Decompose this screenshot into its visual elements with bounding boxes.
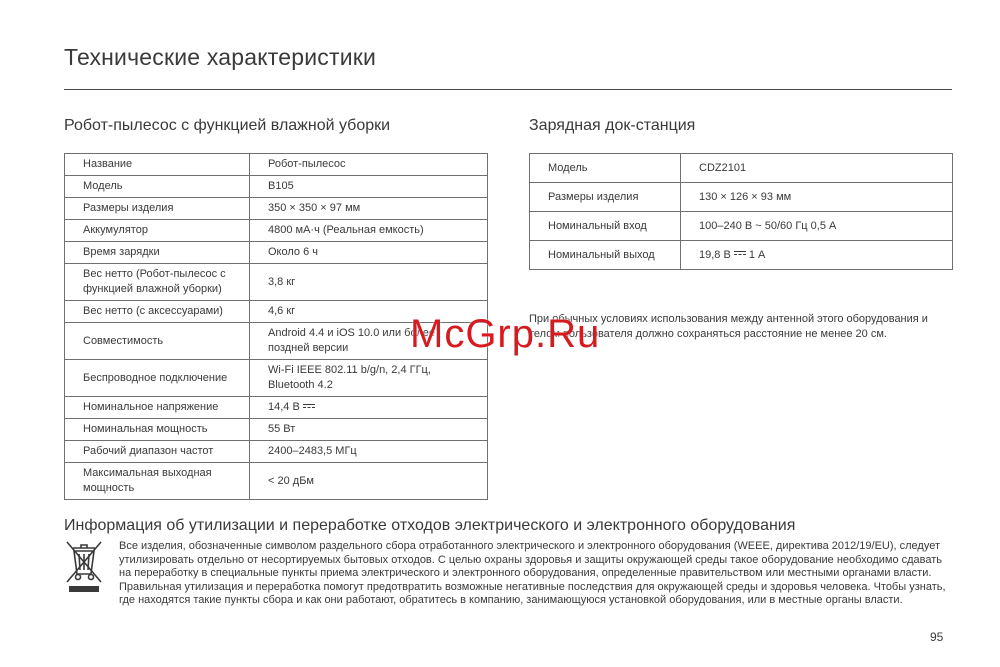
spec-label: Максимальная выходная мощность bbox=[65, 463, 250, 500]
table-row bbox=[530, 154, 953, 183]
table-row bbox=[65, 264, 488, 301]
spec-value-text: Робот-пылесос bbox=[268, 158, 346, 170]
title-divider bbox=[64, 89, 952, 90]
table-row bbox=[65, 441, 488, 463]
spec-value bbox=[681, 183, 953, 212]
spec-label: Номинальное напряжение bbox=[65, 397, 250, 419]
spec-value-text: Около 6 ч bbox=[268, 246, 318, 258]
spec-value bbox=[681, 154, 953, 183]
dc-current-symbol-icon bbox=[734, 251, 746, 256]
spec-value bbox=[681, 212, 953, 241]
dock-section-heading: Зарядная док-станция bbox=[529, 117, 696, 134]
spec-value bbox=[250, 264, 488, 301]
spec-value bbox=[250, 242, 488, 264]
spec-label: Номинальный выход bbox=[530, 241, 681, 270]
spec-label: Модель bbox=[530, 154, 681, 183]
spec-label: Аккумулятор bbox=[65, 220, 250, 242]
spec-value bbox=[250, 198, 488, 220]
table-row bbox=[65, 360, 488, 397]
spec-label: Рабочий диапазон частот bbox=[65, 441, 250, 463]
spec-value bbox=[250, 220, 488, 242]
antenna-distance-note: При обычных условиях использования между антенной этого оборудования и телом пользователя должно сохраняться расстояние не менее 20 см. bbox=[529, 313, 928, 340]
spec-value-text: 3,8 кг bbox=[268, 275, 296, 288]
spec-label: Номинальный вход bbox=[530, 212, 681, 241]
table-row bbox=[65, 198, 488, 220]
spec-value-text: 14,4 В bbox=[268, 401, 300, 413]
table-row bbox=[530, 212, 953, 241]
table-row bbox=[65, 463, 488, 500]
spec-value-text: B105 bbox=[268, 180, 294, 192]
spec-label: Размеры изделия bbox=[530, 183, 681, 212]
dc-current-symbol-icon bbox=[303, 404, 315, 409]
spec-value-suffix: 1 А bbox=[748, 248, 766, 261]
spec-label: Номинальная мощность bbox=[65, 419, 250, 441]
spec-value bbox=[250, 441, 488, 463]
spec-label: Время зарядки bbox=[65, 242, 250, 264]
spec-value-text: < 20 дБм bbox=[268, 474, 314, 487]
table-row bbox=[65, 154, 488, 176]
page-number: 95 bbox=[930, 630, 944, 644]
spec-value-text: Wi-Fi IEEE 802.11 b/g/n, 2,4 ГГц, Bluetooth 4.2 bbox=[268, 364, 431, 391]
spec-value-text: CDZ2101 bbox=[699, 161, 747, 174]
spec-value-text: 55 Вт bbox=[268, 423, 296, 435]
spec-value bbox=[250, 176, 488, 198]
table-row bbox=[530, 183, 953, 212]
robot-section-heading: Робот-пылесос с функцией влажной уборки bbox=[64, 117, 391, 134]
spec-value-text: 19,8 В bbox=[699, 248, 731, 261]
table-row bbox=[530, 241, 953, 270]
spec-label: Беспроводное подключение bbox=[65, 360, 250, 397]
table-row bbox=[65, 397, 488, 419]
spec-value-text: 350 × 350 × 97 мм bbox=[268, 202, 361, 214]
spec-label: Название bbox=[65, 154, 250, 176]
spec-value bbox=[250, 419, 488, 441]
spec-label: Совместимость bbox=[65, 323, 250, 360]
table-row bbox=[65, 176, 488, 198]
spec-value-text: 2400–2483,5 МГц bbox=[268, 445, 357, 457]
spec-label: Вес нетто (Робот-пылесос с функцией влажной уборки) bbox=[65, 264, 250, 301]
spec-value bbox=[250, 154, 488, 176]
spec-label: Вес нетто (с аксессуарами) bbox=[65, 301, 250, 323]
spec-value-text: 4800 мА·ч (Реальная емкость) bbox=[268, 224, 424, 236]
spec-value bbox=[250, 463, 488, 500]
table-row bbox=[65, 220, 488, 242]
dock-spec-table bbox=[529, 153, 953, 270]
spec-label: Размеры изделия bbox=[65, 198, 250, 220]
spec-value bbox=[250, 360, 488, 397]
table-row bbox=[65, 242, 488, 264]
spec-value-text: 130 × 126 × 93 мм bbox=[699, 190, 792, 203]
spec-value-text: 4,6 кг bbox=[268, 305, 296, 317]
spec-value bbox=[681, 241, 953, 270]
weee-disposal-text: Все изделия, обозначенные символом раздельного сбора отработанного электрического и электронного оборудования (WEEE, директива 2012/19/EU), следует утилизировать отдельно от несортируемых бытовых отходов. С целью охраны здоровья и защиты окружающей среды такое оборудование необходимо сдавать на переработку в специальные пункты приема электрического и электронного оборудования, определенные правительством или местными органами власти. Правильная утилизация и переработка помогут предотвратить возможные негативные последствия для окружающей среды и здоровья человека. Чтобы узнать, где находятся такие пункты сбора и как они работают, обратитесь в компанию, занимающуюся установкой оборудования, или в местные органы власти. bbox=[119, 540, 946, 606]
spec-value bbox=[250, 397, 488, 419]
spec-value-text: Android 4.4 и iOS 10.0 или более поздней версии bbox=[268, 327, 435, 354]
page-title: Технические характеристики bbox=[64, 44, 377, 70]
table-row bbox=[65, 419, 488, 441]
spec-label: Модель bbox=[65, 176, 250, 198]
watermark-logo: McGrp.Ru bbox=[410, 312, 601, 356]
crossed-out-wheelie-bin-icon bbox=[64, 538, 104, 594]
spec-value-text: 100–240 В ~ 50/60 Гц 0,5 А bbox=[699, 219, 837, 232]
weee-section-heading: Информация об утилизации и переработке отходов электрического и электронного оборудования bbox=[64, 517, 796, 534]
